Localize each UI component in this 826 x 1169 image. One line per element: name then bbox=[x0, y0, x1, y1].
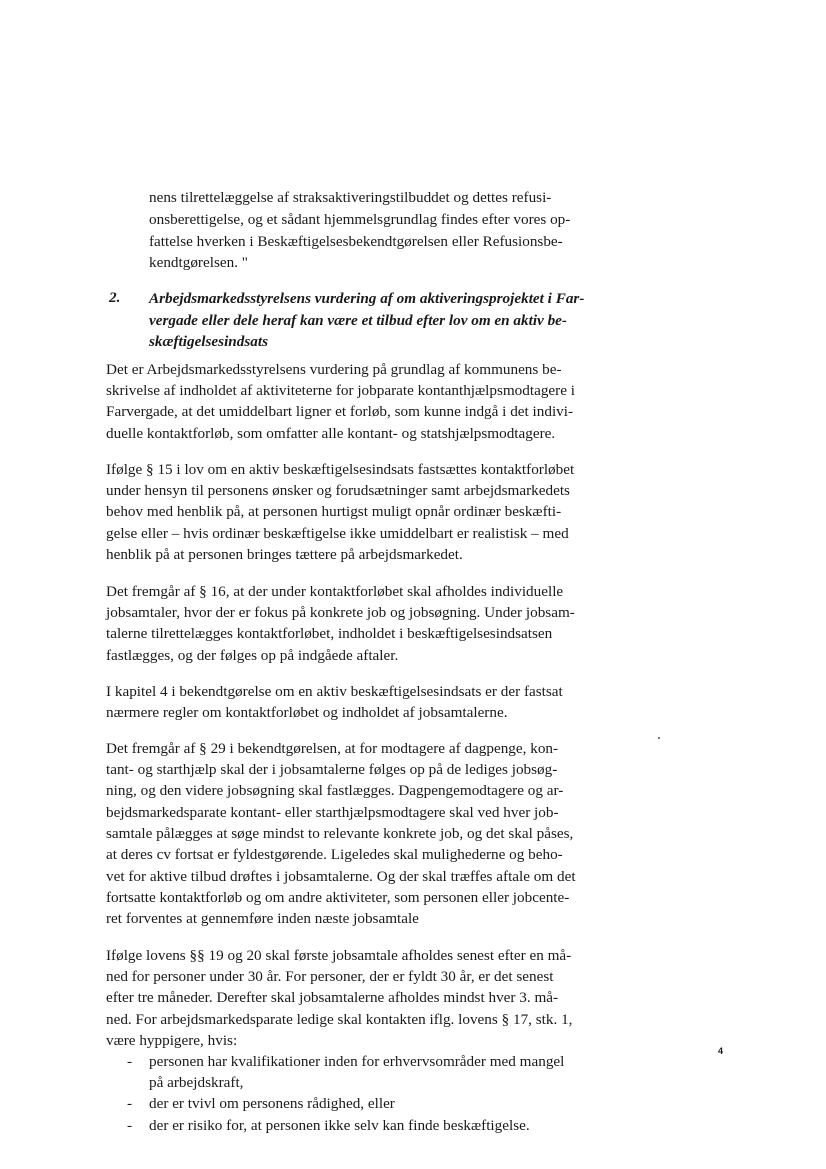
quote-line: nens tilrettelæggelse af straksaktiveringstilbuddet og dettes refusi- bbox=[149, 189, 552, 206]
dash-bullet: - bbox=[127, 1095, 133, 1112]
paragraph-line: duelle kontaktforløb, som omfatter alle kontant- og statshjælpsmodtagere. bbox=[106, 425, 556, 442]
section-number: 2. bbox=[109, 289, 121, 306]
list-item-line: personen har kvalifikationer inden for erhvervsområder med mangel bbox=[149, 1053, 565, 1070]
paragraph-line: ning, og den videre jobsøgning skal fastlægges. Dagpengemodtagere og ar- bbox=[106, 782, 564, 799]
list-item-line: der er tvivl om personens rådighed, eller bbox=[149, 1095, 395, 1112]
paragraph-line: samtale pålægges at søge mindst to relevante konkrete job, og det skal påses, bbox=[106, 825, 574, 842]
paragraph-line: Farvergade, at det umiddelbart ligner et forløb, som kunne indgå i det indivi- bbox=[106, 403, 574, 420]
list-item-line: på arbejdskraft, bbox=[149, 1074, 244, 1091]
paragraph-line: talerne tilrettelægges kontaktforløbet, indholdet i beskæftigelsesindsatsen bbox=[106, 625, 553, 642]
section-title-line: vergade eller dele heraf kan være et tilbud efter lov om en aktiv be- bbox=[149, 312, 567, 329]
paragraph-line: nærmere regler om kontaktforløbet og indholdet af jobsamtalerne. bbox=[106, 704, 508, 721]
dash-bullet: - bbox=[127, 1117, 133, 1134]
paragraph-line: henblik på at personen bringes tættere på arbejdsmarkedet. bbox=[106, 546, 463, 563]
paragraph-line: vet for aktive tilbud drøftes i jobsamtalerne. Og der skal træffes aftale om det bbox=[106, 868, 576, 885]
section-title-line: skæftigelsesindsats bbox=[149, 333, 268, 350]
paragraph-line: behov med henblik på, at personen hurtigst muligt opnår ordinær beskæfti- bbox=[106, 503, 562, 520]
paragraph-line: gelse eller – hvis ordinær beskæftigelse ikke umiddelbart er realistisk – med bbox=[106, 525, 569, 542]
list-item-line: der er risiko for, at personen ikke selv kan finde beskæftigelse. bbox=[149, 1117, 530, 1134]
page-number: 4 bbox=[718, 1046, 724, 1056]
paragraph-line: ned for personer under 30 år. For personer, der er fyldt 30 år, er det senest bbox=[106, 968, 554, 985]
paragraph-line: Det fremgår af § 29 i bekendtgørelsen, at for modtagere af dagpenge, kon- bbox=[106, 740, 559, 757]
paragraph-line: at deres cv fortsat er fyldestgørende. Ligeledes skal mulighederne og beho- bbox=[106, 846, 563, 863]
paragraph-line: ret forventes at gennemføre inden næste jobsamtale bbox=[106, 910, 419, 927]
paragraph-line: være hyppigere, hvis: bbox=[106, 1032, 238, 1049]
paragraph-line: Ifølge lovens §§ 19 og 20 skal første jobsamtale afholdes senest efter en må- bbox=[106, 947, 572, 964]
paragraph-line: tant- og starthjælp skal der i jobsamtalerne følges op på de lediges jobsøg- bbox=[106, 761, 558, 778]
paragraph-line: fastlægges, og der følges op på indgåede aftaler. bbox=[106, 647, 399, 664]
dash-bullet: - bbox=[127, 1053, 133, 1070]
paragraph-line: Det er Arbejdsmarkedsstyrelsens vurdering på grundlag af kommunens be- bbox=[106, 361, 562, 378]
quote-line: onsberettigelse, og et sådant hjemmelsgrundlag findes efter vores op- bbox=[149, 211, 571, 228]
quote-line: fattelse hverken i Beskæftigelsesbekendtgørelsen eller Refusionsbe- bbox=[149, 233, 563, 250]
paragraph-line: Ifølge § 15 i lov om en aktiv beskæftigelsesindsats fastsættes kontaktforløbet bbox=[106, 461, 575, 478]
paragraph-line: efter tre måneder. Derefter skal jobsamtalerne afholdes mindst hver 3. må- bbox=[106, 989, 559, 1006]
scan-speck bbox=[658, 737, 660, 739]
paragraph-line: ned. For arbejdsmarkedsparate ledige skal kontakten iflg. lovens § 17, stk. 1, bbox=[106, 1011, 573, 1028]
paragraph-line: I kapitel 4 i bekendtgørelse om en aktiv beskæftigelsesindsats er der fastsat bbox=[106, 683, 563, 700]
quote-line: kendtgørelsen. " bbox=[149, 254, 248, 271]
paragraph-line: fortsatte kontaktforløb og om andre aktiviteter, som personen eller jobcente- bbox=[106, 889, 570, 906]
section-title-line: Arbejdsmarkedsstyrelsens vurdering af om aktiveringsprojektet i Far- bbox=[149, 290, 585, 307]
paragraph-line: bejdsmarkedsparate kontant- eller starthjælpsmodtagere skal ved hver job- bbox=[106, 804, 559, 821]
paragraph-line: jobsamtaler, hvor der er fokus på konkrete job og jobsøgning. Under jobsam- bbox=[106, 604, 575, 621]
paragraph-line: skrivelse af indholdet af aktiviteterne for jobparate kontanthjælpsmodtagere i bbox=[106, 382, 575, 399]
paragraph-line: under hensyn til personens ønsker og forudsætninger samt arbejdsmarkedets bbox=[106, 482, 570, 499]
paragraph-line: Det fremgår af § 16, at der under kontaktforløbet skal afholdes individuelle bbox=[106, 583, 564, 600]
